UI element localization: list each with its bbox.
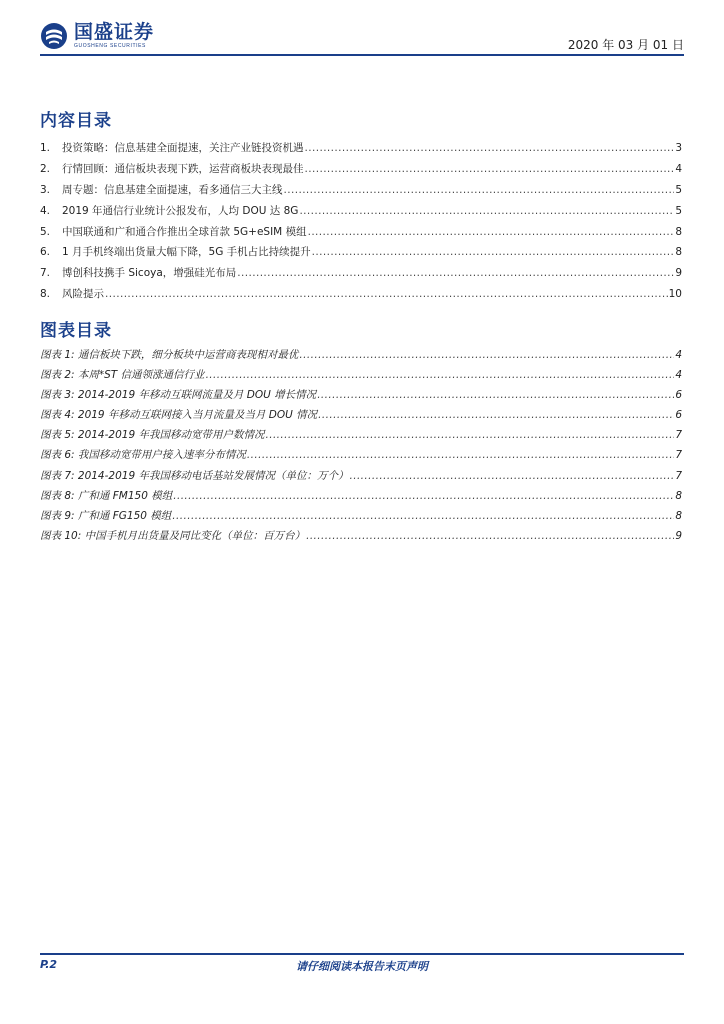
- figures-title: 图表目录: [40, 321, 112, 341]
- figure-item[interactable]: [40, 466, 682, 486]
- figure-item[interactable]: [40, 526, 682, 546]
- dot-leader: [172, 506, 674, 526]
- toc-item-number: 2.: [40, 162, 51, 175]
- disclaimer-note: 请仔细阅读本报告末页声明: [296, 960, 428, 973]
- toc-item[interactable]: [40, 222, 682, 243]
- toc-item-label[interactable]: 2019 年通信行业统计公报发布，人均 DOU 达 8G: [62, 204, 299, 217]
- toc-item-number: 5.: [40, 225, 51, 238]
- figures-list: [40, 345, 682, 546]
- figure-item-label[interactable]: 图表 10: 中国手机月出货量及同比变化（单位：百万台）: [40, 529, 306, 542]
- toc-item-label[interactable]: 行情回顾：通信板块表现下跌，运营商板块表现最佳: [62, 162, 304, 175]
- brand-subtitle: GUOSHENG SECURITIES: [74, 43, 146, 49]
- toc-item-label[interactable]: 中国联通和广和通合作推出全球首款 5G+eSIM 模组: [62, 225, 307, 238]
- figure-item[interactable]: [40, 425, 682, 445]
- dot-leader: [312, 242, 675, 263]
- figure-item[interactable]: [40, 365, 682, 385]
- figure-item-page[interactable]: 9: [675, 529, 682, 542]
- toc-item-label[interactable]: 投资策略：信息基建全面提速，关注产业链投资机遇: [62, 142, 304, 154]
- toc-item-page[interactable]: 5: [675, 204, 682, 217]
- toc-item-label[interactable]: 风险提示: [62, 288, 104, 301]
- toc-list: [40, 138, 682, 305]
- figure-item-label[interactable]: 图表 7: 2014-2019 年我国移动电话基站发展情况（单位：万个）: [40, 469, 349, 482]
- figure-item[interactable]: [40, 486, 682, 506]
- toc-item[interactable]: [40, 159, 682, 180]
- dot-leader: [299, 201, 674, 222]
- figure-item-page[interactable]: 6: [675, 389, 682, 402]
- toc-title: 内容目录: [40, 111, 112, 131]
- toc-item[interactable]: [40, 180, 682, 201]
- figure-item-page[interactable]: 8: [675, 489, 682, 502]
- toc-item[interactable]: [40, 242, 682, 263]
- page-header: [40, 18, 684, 56]
- dot-leader: [284, 180, 675, 201]
- figure-item-label[interactable]: 图表 2: 本周*ST 信通领涨通信行业: [40, 369, 205, 382]
- toc-item[interactable]: [40, 201, 682, 222]
- toc-item[interactable]: [40, 263, 682, 284]
- dot-leader: [306, 526, 674, 546]
- header-divider: [40, 54, 684, 56]
- toc-item-number: 3.: [40, 183, 51, 196]
- figure-item-label[interactable]: 图表 8: 广和通 FM150 模组: [40, 489, 173, 502]
- toc-item-number: 7.: [40, 267, 51, 280]
- toc-item-page[interactable]: 8: [675, 225, 682, 238]
- footer-divider: [40, 953, 684, 955]
- figure-item-page[interactable]: 4: [675, 369, 682, 382]
- dot-leader: [206, 365, 675, 385]
- dot-leader: [317, 385, 674, 405]
- dot-leader: [105, 284, 668, 305]
- figure-item-label[interactable]: 图表 3: 2014-2019 年移动互联网流量及月 DOU 增长情况: [40, 389, 317, 402]
- dot-leader: [349, 466, 674, 486]
- guosheng-logo-icon: [40, 22, 68, 50]
- dot-leader: [308, 222, 675, 243]
- figure-item-page[interactable]: 7: [675, 429, 682, 442]
- toc-item[interactable]: [40, 138, 682, 159]
- toc-item-page[interactable]: 10: [668, 288, 682, 301]
- figure-item-page[interactable]: 6: [675, 409, 682, 422]
- figure-item-label[interactable]: 图表 1: 通信板块下跌，细分板块中运营商表现相对最优: [40, 349, 299, 361]
- figure-item[interactable]: [40, 345, 682, 365]
- figure-item-page[interactable]: 4: [675, 349, 682, 361]
- toc-item-page[interactable]: 9: [675, 267, 682, 280]
- dot-leader: [299, 345, 674, 365]
- dot-leader: [237, 263, 674, 284]
- figure-item[interactable]: [40, 506, 682, 526]
- toc-item-number: 1.: [40, 142, 51, 154]
- brand-logo: [40, 22, 154, 50]
- figure-item-label[interactable]: 图表 5: 2014-2019 年我国移动宽带用户数情况: [40, 429, 265, 442]
- dot-leader: [305, 159, 675, 180]
- figure-item-page[interactable]: 8: [675, 509, 682, 522]
- figure-item-page[interactable]: 7: [675, 469, 682, 482]
- dot-leader: [318, 405, 674, 425]
- dot-leader: [173, 486, 674, 506]
- toc-item-page[interactable]: 3: [675, 142, 682, 154]
- dot-leader: [247, 445, 674, 465]
- dot-leader: [265, 425, 674, 445]
- toc-item-number: 8.: [40, 288, 51, 301]
- toc-item-label[interactable]: 1 月手机终端出货量大幅下降，5G 手机占比持续提升: [62, 246, 311, 259]
- figure-item-page[interactable]: 7: [675, 449, 682, 462]
- figure-item[interactable]: [40, 385, 682, 405]
- toc-item-page[interactable]: 4: [675, 162, 682, 175]
- toc-item-label[interactable]: 周专题：信息基建全面提速，看多通信三大主线: [62, 183, 283, 196]
- figure-item[interactable]: [40, 445, 682, 465]
- toc-item-number: 6.: [40, 246, 51, 259]
- toc-item[interactable]: [40, 284, 682, 305]
- brand-name: 国盛证券: [74, 21, 155, 43]
- figure-item-label[interactable]: 图表 9: 广和通 FG150 模组: [40, 509, 172, 522]
- toc-item-page[interactable]: 5: [675, 183, 682, 196]
- toc-item-label[interactable]: 博创科技携手 Sicoya，增强硅光布局: [62, 267, 237, 280]
- report-date: 2020 年 03 月 01 日: [567, 38, 684, 52]
- dot-leader: [305, 138, 675, 159]
- toc-item-page[interactable]: 8: [675, 246, 682, 259]
- figure-item[interactable]: [40, 405, 682, 425]
- figure-item-label[interactable]: 图表 4: 2019 年移动互联网接入当月流量及当月 DOU 情况: [40, 409, 318, 422]
- figure-item-label[interactable]: 图表 6: 我国移动宽带用户接入速率分布情况: [40, 449, 246, 462]
- page-number: P.2: [40, 958, 58, 971]
- toc-item-number: 4.: [40, 204, 51, 217]
